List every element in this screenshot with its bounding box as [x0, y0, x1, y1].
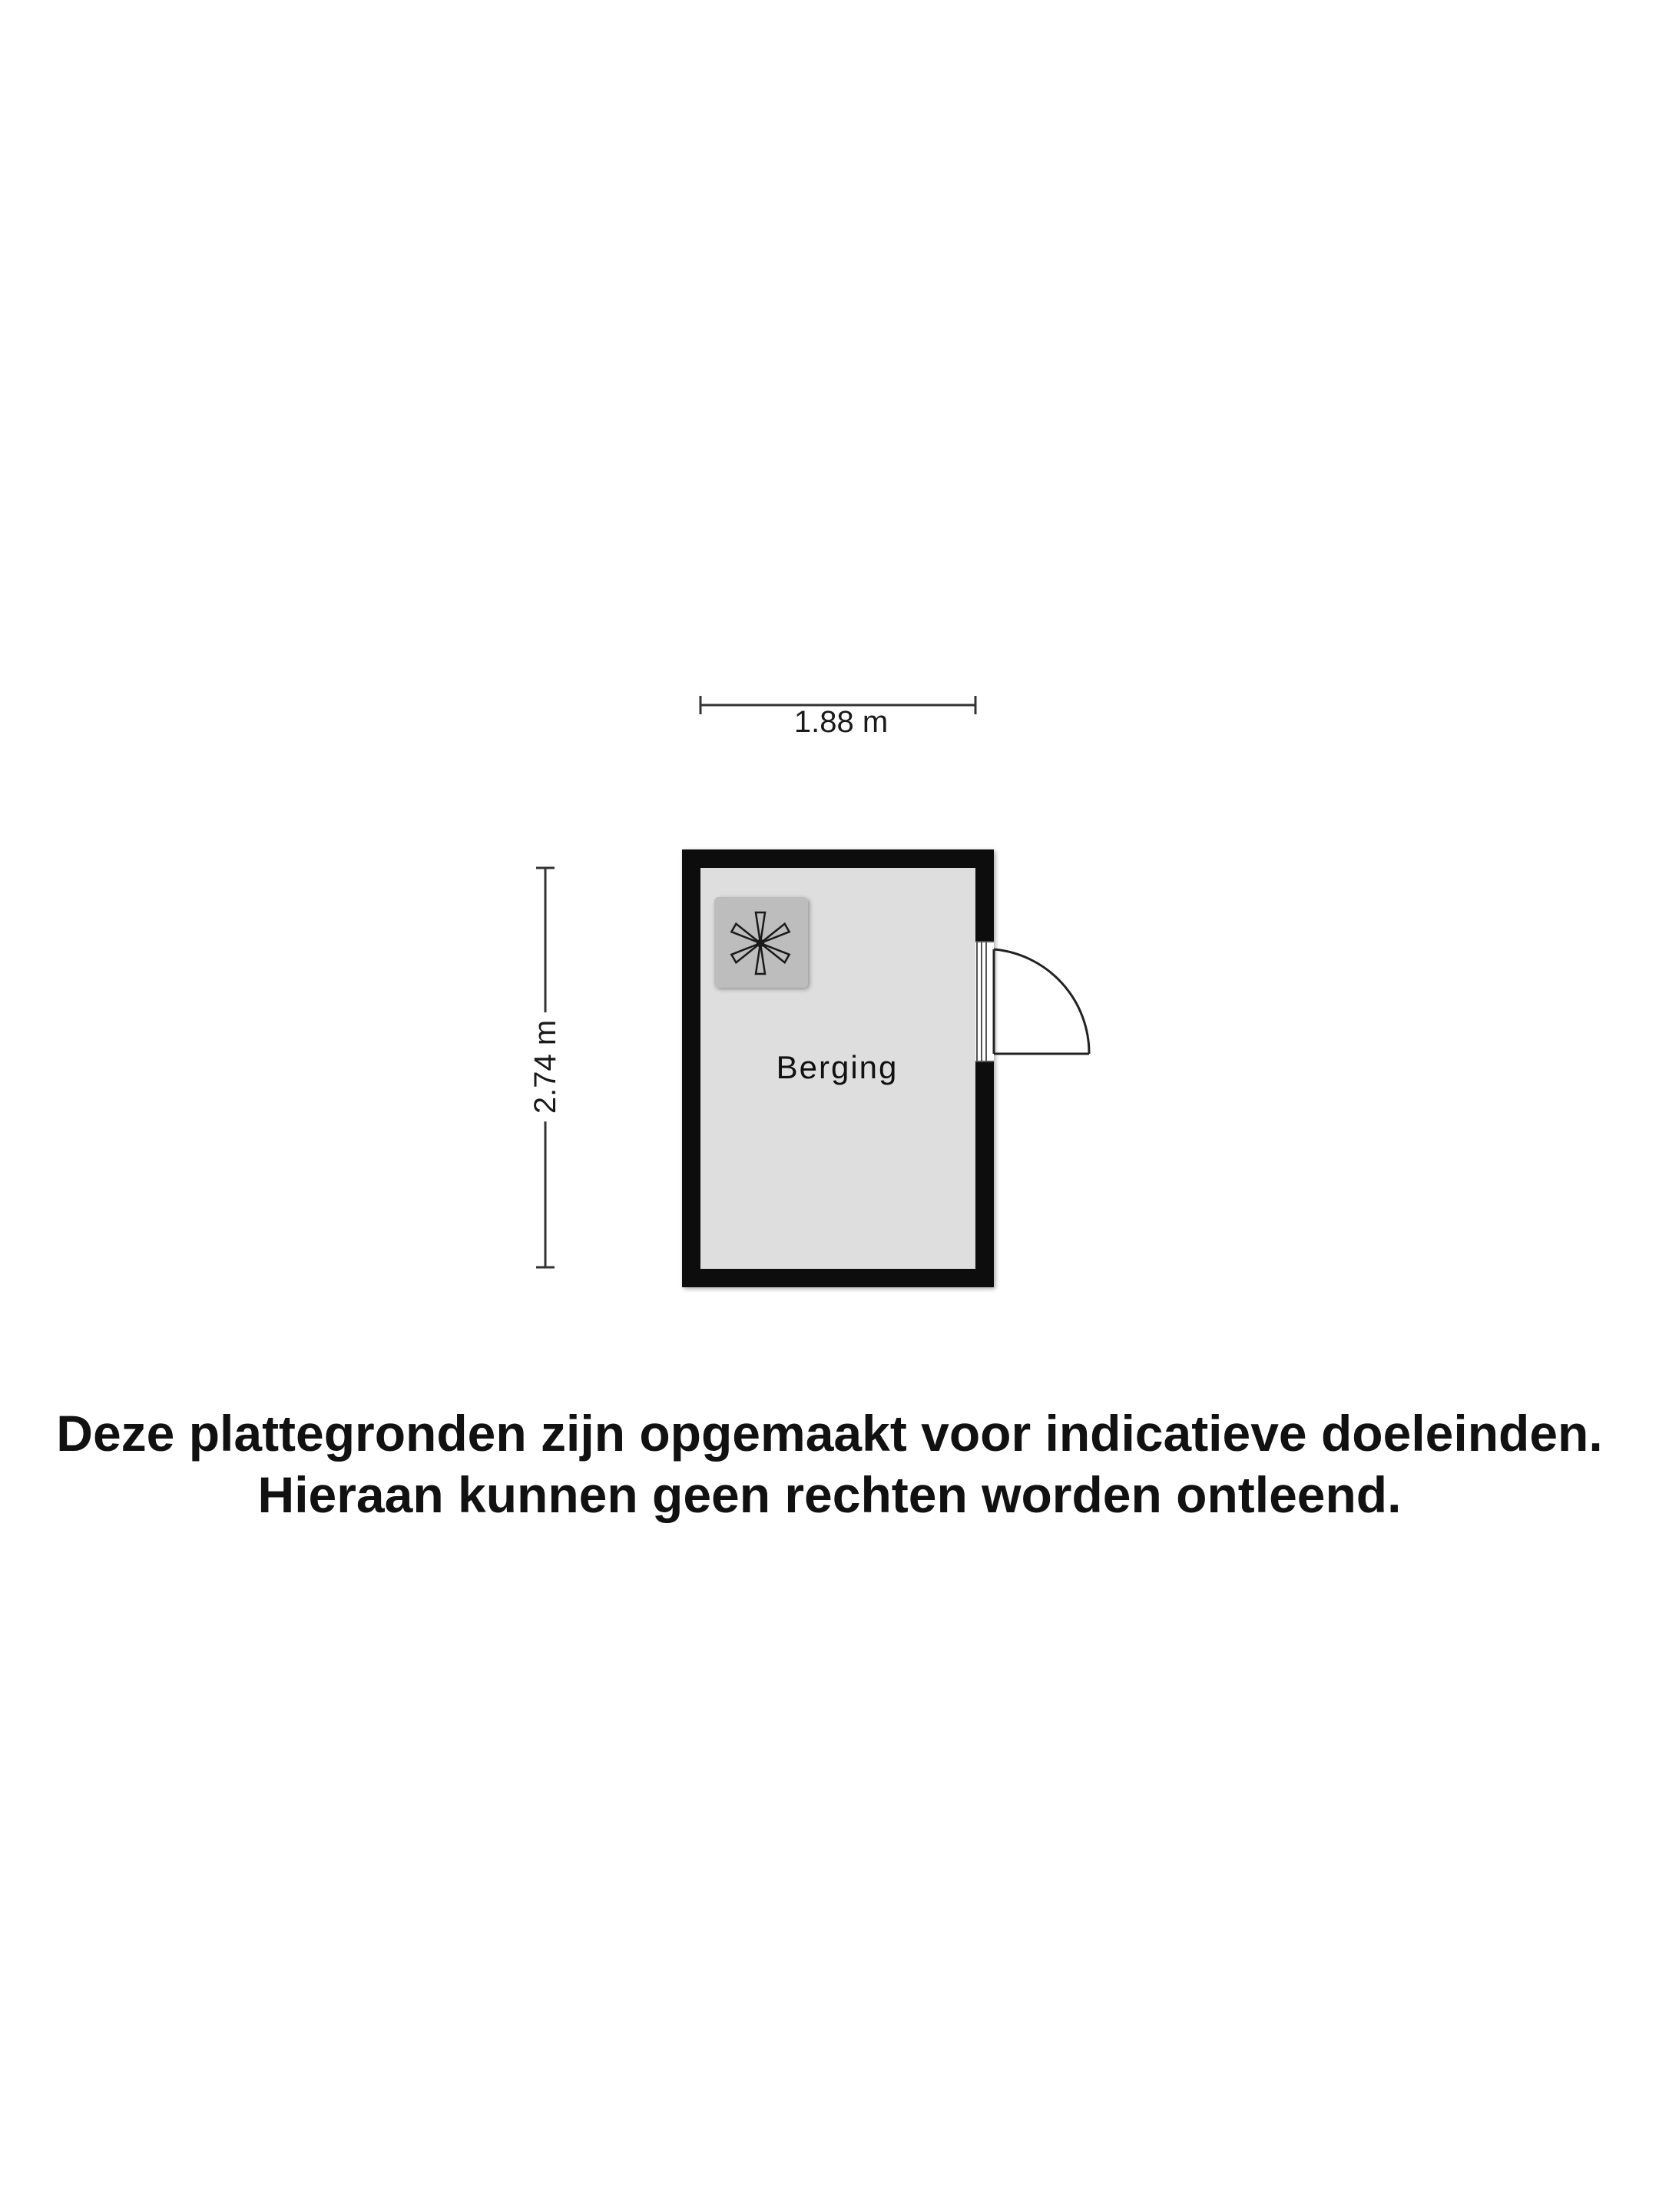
door-opening	[975, 942, 994, 1061]
disclaimer-line-1: Deze plattegronden zijn opgemaakt voor indicatieve doeleinden.	[56, 1405, 1603, 1462]
room-label: Berging	[776, 1049, 899, 1085]
height-dimension-label: 2.74 m	[530, 1012, 561, 1121]
disclaimer-line-2: Hieraan kunnen geen rechten worden ontleend.	[257, 1466, 1402, 1523]
door-swing	[994, 949, 1089, 1054]
width-dimension-label: 1.88 m	[786, 707, 896, 737]
disclaimer	[0, 1402, 1659, 1525]
